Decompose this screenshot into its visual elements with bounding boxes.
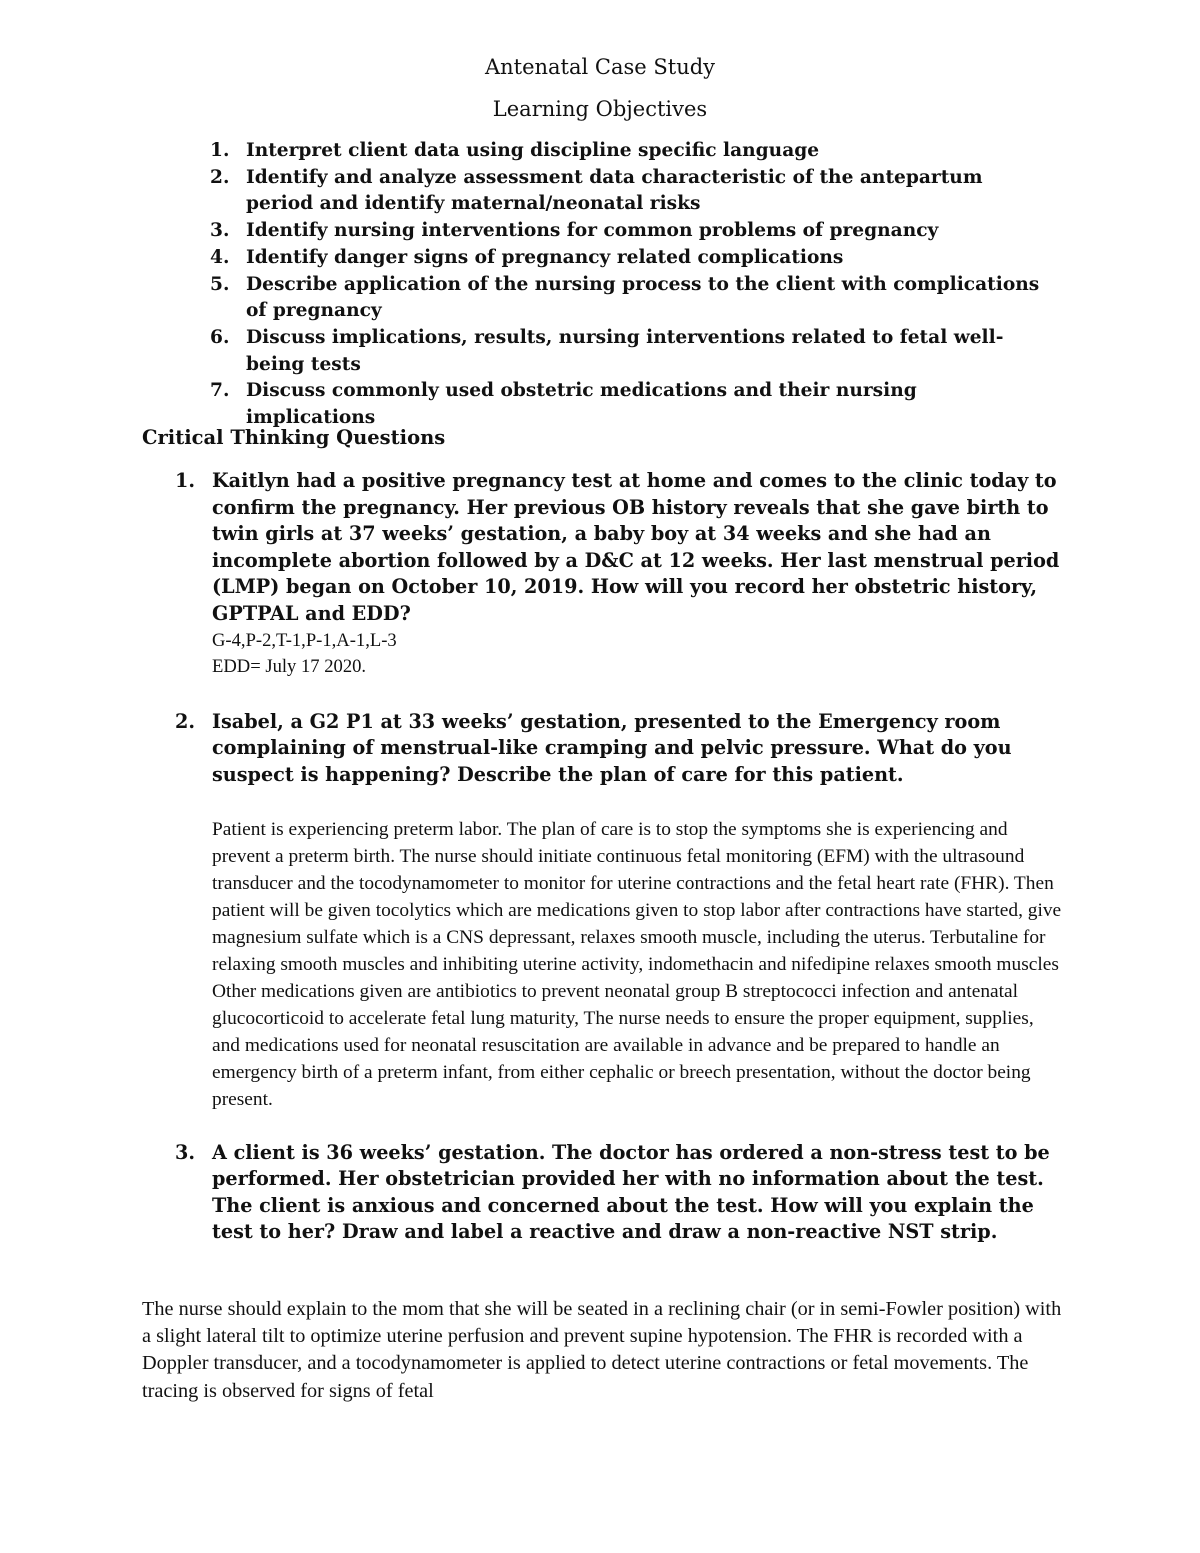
question-number: 2. [175, 709, 196, 733]
question-number: 3. [175, 1140, 196, 1164]
objective-number: 6. [210, 326, 230, 348]
objective-number: 4. [210, 246, 230, 268]
question-text: Isabel, a G2 P1 at 33 weeks’ gestation, presented to the Emergency room complaining of menstrual-like cramping and pelvic pressure. What do you suspect is happening? Describe the plan of care for this patient. [212, 709, 1012, 786]
objective-text: Discuss commonly used obstetric medications and their nursing implications [246, 380, 917, 429]
objective-text: Identify nursing interventions for common problems of pregnancy [246, 220, 939, 242]
question-text: A client is 36 weeks’ gestation. The doctor has ordered a non-stress test to be performed. Her obstetrician provided her with no information about the test. The client is anxious and concerned about the test. How will you explain the test to her? Draw and label a reactive and draw a non-reactive NST strip. [212, 1140, 1050, 1244]
objective-item [210, 138, 1046, 165]
document-subtitle: Learning Objectives [492, 97, 708, 121]
answer-edd: EDD= July 17 2020. [212, 656, 367, 678]
objective-item [210, 325, 1046, 378]
objective-number: 5. [210, 273, 230, 295]
objective-number: 3. [210, 220, 230, 242]
question-item [175, 468, 1092, 681]
question-number: 1. [175, 469, 196, 492]
objective-item [210, 165, 1046, 218]
question-item [175, 1140, 1092, 1246]
critical-thinking-questions-list [175, 468, 1092, 1246]
objective-item [210, 245, 1046, 272]
objective-item [210, 272, 1046, 325]
document-title: Antenatal Case Study [484, 55, 716, 79]
objective-number: 1. [210, 140, 230, 161]
question-item [175, 709, 1092, 1113]
objective-item [210, 378, 1046, 431]
critical-thinking-heading: Critical Thinking Questions [142, 426, 446, 449]
objective-number: 2. [210, 166, 230, 188]
question-text: Kaitlyn had a positive pregnancy test at home and comes to the clinic today to confirm the pregnancy. Her previous OB history reveals that she gave birth to twin girls at 37 weeks’ gestation, a baby boy at 34 weeks and she had an incomplete abortion followed by a D&C at 12 weeks. Her last menstrual period (LMP) began on October 10, 2019. How will you record her obstetric history, GPTPAL and EDD? [212, 469, 1060, 625]
answer-paragraph: Patient is experiencing preterm labor. The plan of care is to stop the symptoms she is experiencing and prevent a preterm birth. The nurse should initiate continuous fetal monitoring (EFM) with the ultrasound transducer and the tocodynamometer to monitor for uterine contractions and the fetal heart rate (FHR). Then patient will be given tocolytics which are medications given to stop labor after contractions have started, give magnesium sulfate which is a CNS depressant, relaxes smooth muscle, including the uterus. Terbutaline for relaxing smooth muscles and inhibiting uterine activity, indomethacin and nifedipine relaxes smooth muscles Other medications given are antibiotics to prevent neonatal group B streptococci infection and antenatal glucocorticoid to accelerate fetal lung maturity, The nurse needs to ensure the proper equipment, supplies, and medications used for neonatal resuscitation are available in advance and be prepared to handle an emergency birth of a preterm infant, from either cephalic or breech presentation, without the doctor being present. [212, 818, 1062, 1110]
objective-text: Discuss implications, results, nursing interventions related to fetal well-being tests [246, 326, 1004, 375]
answer-gtpal: G-4,P-2,T-1,P-1,A-1,L-3 [212, 629, 397, 651]
objective-item [210, 218, 1046, 245]
objective-text: Describe application of the nursing process to the client with complications of pregnancy [246, 273, 1040, 322]
nst-explanation-paragraph: The nurse should explain to the mom that she will be seated in a reclining chair (or in semi-Fowler position) with a slight lateral tilt to optimize uterine perfusion and prevent supine hypotension. The FHR is recorded with a Doppler transducer, and a tocodynamometer is applied to detect uterine contractions or fetal movements. The tracing is observed for signs of fetal [142, 1298, 1062, 1402]
objective-text: Identify and analyze assessment data characteristic of the antepartum period and identify maternal/neonatal risks [246, 166, 983, 215]
objective-text: Interpret client data using discipline specific language [246, 140, 820, 161]
objective-number: 7. [210, 380, 230, 402]
learning-objectives-list [210, 138, 1046, 432]
objective-text: Identify danger signs of pregnancy related complications [246, 246, 844, 268]
